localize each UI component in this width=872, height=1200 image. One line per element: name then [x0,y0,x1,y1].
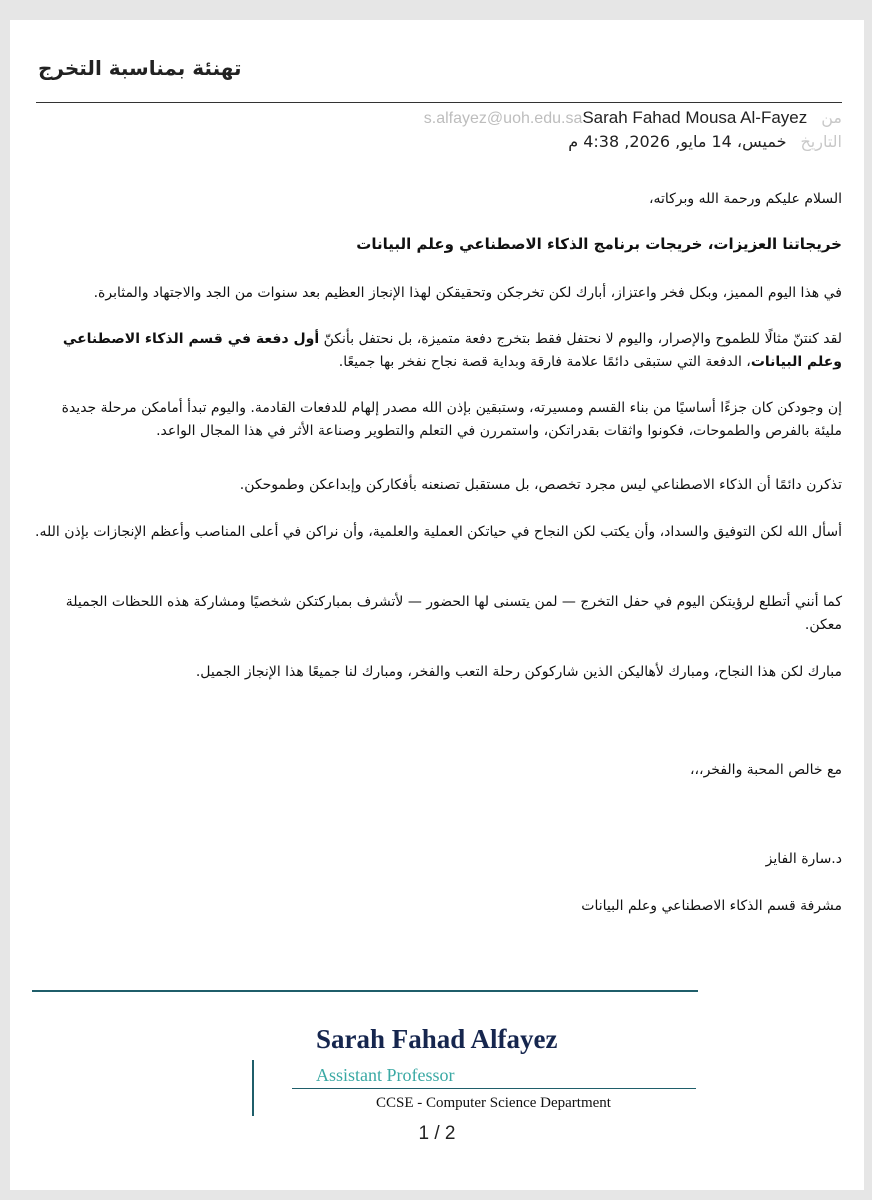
signature-name: Sarah Fahad Alfayez [316,1024,558,1054]
email-subject: تهنئة بمناسبة التخرج [38,56,242,80]
subheading: خريجاتنا العزيزات، خريجات برنامج الذكاء الاصطناعي وعلم البيانات [356,235,842,253]
date-label: التاريخ [800,132,842,151]
sender-email[interactable]: s.alfayez@uoh.edu.sa [423,110,583,127]
signature-department: CCSE - Computer Science Department [376,1095,611,1111]
greeting: السلام عليكم ورحمة الله وبركاته، [648,191,842,207]
from-row [418,108,842,132]
paragraph-7: مبارك لكن هذا النجاح، ومبارك لأهاليكن الذين شاركوكن رحلة التعب والفخر، ومبارك لنا جميعًا هذا الإنجاز الجميل. [195,664,842,680]
paragraph-5: أسأل الله لكن التوفيق والسداد، وأن يكتب لكن النجاح في حياتكن العملية والعلمية، وأن نراكن في أعلى المناصب وأعظم الإنجازات بإذن الله. [35,524,842,540]
document-page [10,20,864,1190]
paragraph-2-start: لقد كنتنّ مثالًا للطموح والإصرار، واليوم لا نحتفل فقط بتخرج دفعة متميزة، بل نحتفل بأنكنّ [319,331,842,347]
closing-line: مع خالص المحبة والفخر،،، [690,762,842,778]
page-indicator: 1 / 2 [418,1123,456,1144]
signer-role: مشرفة قسم الذكاء الاصطناعي وعلم البيانات [581,898,842,914]
paragraph-2-end: ، الدفعة التي ستبقى دائمًا علامة فارقة وبداية قصة نجاح نفخر بها جميعًا. [338,354,751,370]
date-value: خميس، 14 مايو, 2026, 4:38 م [568,132,787,151]
sender-name[interactable]: Sarah Fahad Mousa Al-Fayez [582,108,808,127]
date-row [568,132,842,156]
signature-underline [292,1088,696,1089]
header-divider [36,102,842,103]
from-label: من [821,108,842,127]
signature-title: Assistant Professor [316,1065,455,1085]
signature-divider [32,990,698,992]
signer-name: د.سارة الفايز [765,851,842,867]
signature-vertical-line [252,1060,254,1116]
paragraph-2-bold: أول دفعة في قسم الذكاء الاصطناعي وعلم البيانات [62,331,842,370]
paragraph-6: كما أنني أتطلع لرؤيتكن اليوم في حفل التخرج — لمن يتسنى لها الحضور — لأتشرف بمباركتكن شخصيًا ومشاركة هذه اللحظات الجميلة معكن. [65,594,842,633]
paragraph-2 [30,328,842,374]
paragraph-1: في هذا اليوم المميز، وبكل فخر واعتزاز، أبارك لكن تخرجكن وتحقيقكن لهذا الإنجاز العظيم بعد سنوات من الجد والاجتهاد والمثابرة. [93,285,842,301]
paragraph-4: تذكرن دائمًا أن الذكاء الاصطناعي ليس مجرد تخصص، بل مستقبل تصنعنه بأفكاركن وإبداعكن وطموحكن. [239,477,842,493]
paragraph-3: إن وجودكن كان جزءًا أساسيًا من بناء القسم ومسيرته، وستبقين بإذن الله مصدر إلهام للدفعات القادمة. واليوم تبدأ أمامكن مرحلة جديدة مليئة بالفرص والطموحات، فكونوا واثقات بقدراتكن، واستمررن في التعلم والتطوير وصناعة الأثر في هذا المجال الواعد. [61,400,842,439]
